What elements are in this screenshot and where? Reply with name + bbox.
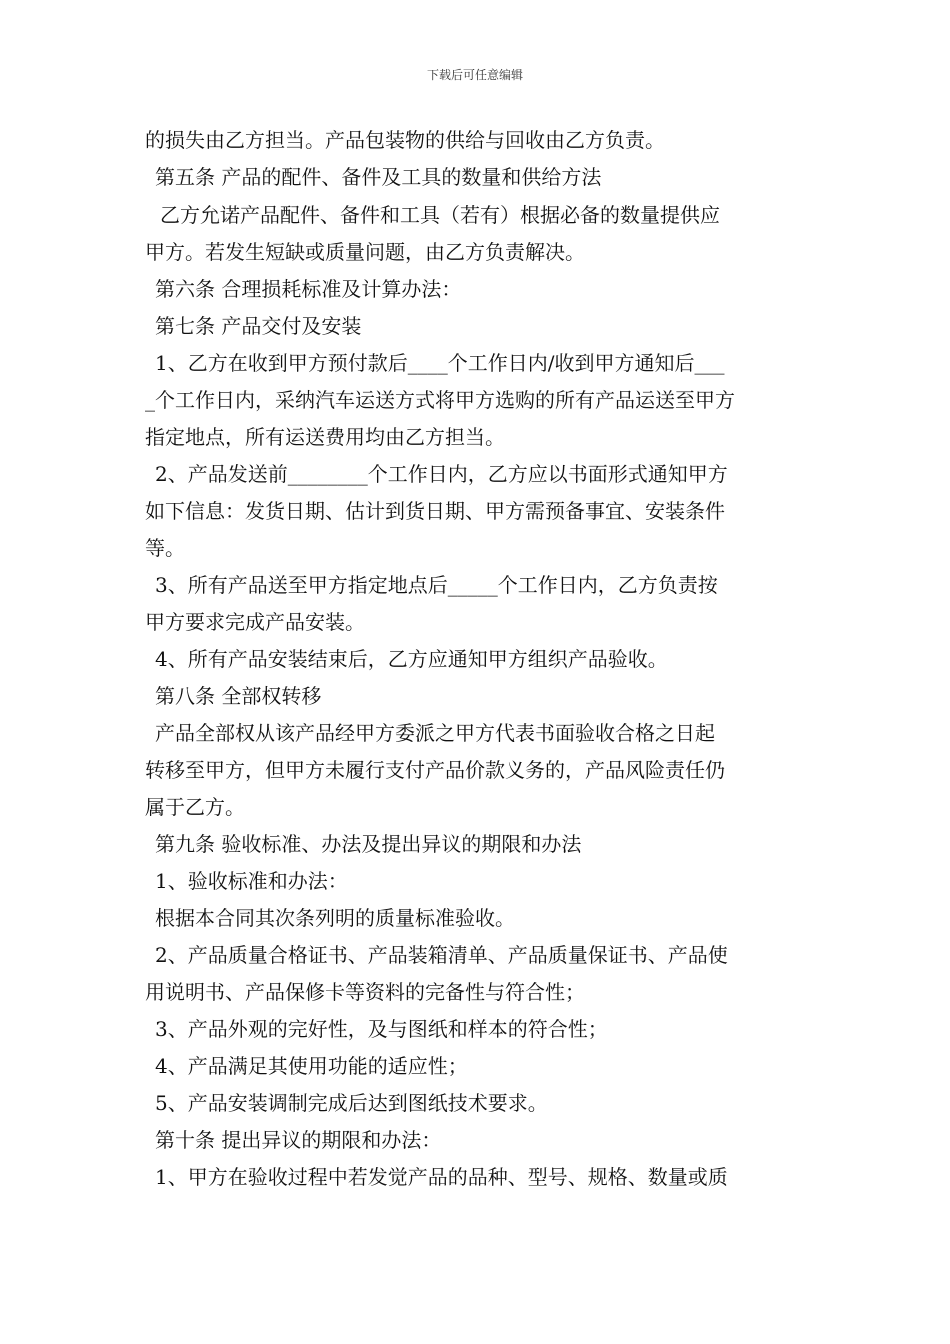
paragraph-line: 转移至甲方，但甲方未履行支付产品价款义务的，产品风险责任仍 — [145, 758, 725, 782]
section-heading: 第十条 提出异议的期限和办法： — [155, 1128, 442, 1152]
paragraph-line: 甲方。若发生短缺或质量问题，由乙方负责解决。 — [145, 240, 585, 264]
paragraph-line: 3、产品外观的完好性，及与图纸和样本的符合性； — [155, 1017, 608, 1041]
paragraph-line: _个工作日内，采纳汽车运送方式将甲方选购的所有产品运送至甲方 — [145, 388, 735, 412]
paragraph-line: 1、甲方在验收过程中若发觉产品的品种、型号、规格、数量或质 — [155, 1165, 728, 1189]
paragraph-line: 4、产品满足其使用功能的适应性； — [155, 1054, 468, 1078]
paragraph-line: 1、验收标准和办法： — [155, 869, 348, 893]
section-heading: 第八条 全部权转移 — [155, 684, 322, 708]
paragraph-line: 的损失由乙方担当。产品包装物的供给与回收由乙方负责。 — [145, 128, 665, 152]
paragraph-line: 2、产品质量合格证书、产品装箱清单、产品质量保证书、产品使 — [155, 943, 728, 967]
paragraph-line: 产品全部权从该产品经甲方委派之甲方代表书面验收合格之日起 — [155, 721, 715, 745]
paragraph-line: 属于乙方。 — [145, 795, 245, 819]
paragraph-line: 2、产品发送前________个工作日内，乙方应以书面形式通知甲方 — [155, 462, 728, 486]
paragraph-line: 1、乙方在收到甲方预付款后____个工作日内/收到甲方通知后___ — [155, 351, 725, 375]
section-heading: 第五条 产品的配件、备件及工具的数量和供给方法 — [155, 165, 602, 189]
paragraph-line: 甲方要求完成产品安装。 — [145, 610, 365, 634]
paragraph-line: 指定地点，所有运送费用均由乙方担当。 — [145, 425, 505, 449]
paragraph-line: 等。 — [145, 536, 185, 560]
paragraph-line: 如下信息：发货日期、估计到货日期、甲方需预备事宜、安装条件 — [145, 499, 725, 523]
section-heading: 第六条 合理损耗标准及计算办法： — [155, 277, 462, 301]
page-header: 下载后可任意编辑 — [426, 68, 523, 82]
paragraph-line: 根据本合同其次条列明的质量标准验收。 — [155, 906, 515, 930]
paragraph-line: 用说明书、产品保修卡等资料的完备性与符合性； — [145, 980, 585, 1004]
paragraph-line: 5、产品安装调制完成后达到图纸技术要求。 — [155, 1091, 548, 1115]
section-heading: 第七条 产品交付及安装 — [155, 314, 362, 338]
section-heading: 第九条 验收标准、办法及提出异议的期限和办法 — [155, 832, 582, 856]
paragraph-line: 乙方允诺产品配件、备件和工具（若有）根据必备的数量提供应 — [160, 203, 720, 227]
paragraph-line: 3、所有产品送至甲方指定地点后_____个工作日内，乙方负责按 — [155, 573, 718, 597]
paragraph-line: 4、所有产品安装结束后，乙方应通知甲方组织产品验收。 — [155, 647, 668, 671]
